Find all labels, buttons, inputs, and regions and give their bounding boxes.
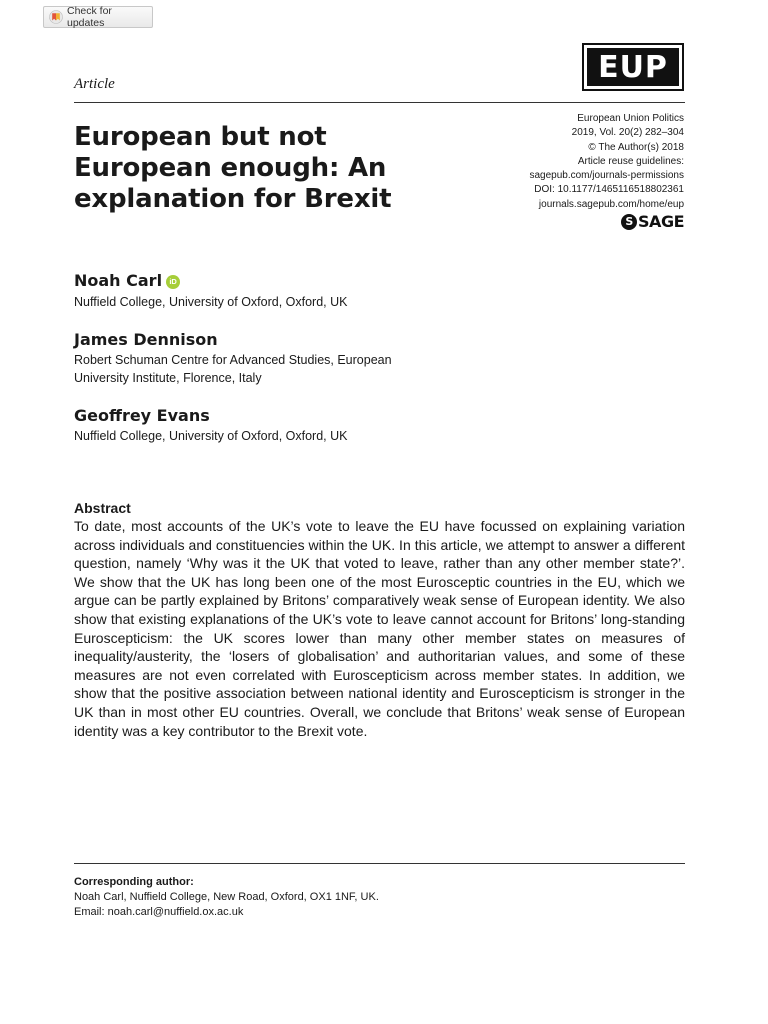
author-name: James Dennison: [74, 330, 218, 349]
author-affiliation: Nuffield College, University of Oxford, Oxford, UK: [74, 295, 348, 309]
correspondence-address: Noah Carl, Nuffield College, New Road, Oxford, OX1 1NF, UK.: [74, 891, 379, 903]
journal-volume: 2019, Vol. 20(2) 282–304: [571, 127, 684, 139]
publisher-name: SAGE: [638, 212, 684, 231]
author-affiliation: Robert Schuman Centre for Advanced Studies, European: [74, 353, 392, 367]
author-block-3: [74, 406, 348, 445]
article-type: Article: [74, 76, 115, 92]
author-name: Geoffrey Evans: [74, 406, 210, 425]
author-block-2: [74, 330, 392, 387]
publisher-logo: [621, 212, 684, 231]
correspondence-block: [74, 875, 379, 920]
orcid-icon[interactable]: iD: [166, 275, 180, 289]
abstract-text: To date, most accounts of the UK’s vote to leave the EU have focussed on explaining variation across individuals and constituencies within the UK. In this article, we attempt to answer a different question, namely ‘Why was it the UK that voted to leave, rather than any other member state?’. We show that the UK has long been one of the most Eurosceptic countries in the EU, which we argue can be partly explained by Britons’ comparatively weak sense of European identity. We also show that existing explanations of the UK’s vote to leave cannot account for Britons’ long-standing Euroscepticism: the UK scores lower than many other member states on measures of inequality/austerity, the ‘losers of globalisation’ and authoritarian values, and some of these measures are not even correlated with Euroscepticism across member states. In addition, we show that the positive association between national identity and Euroscepticism is stronger in the UK than in most other EU countries. Overall, we conclude that Britons’ weak sense of European identity was a key contributor to the Brexit vote.: [74, 518, 685, 739]
journal-name: European Union Politics: [577, 113, 684, 124]
author-affiliation: Nuffield College, University of Oxford, Oxford, UK: [74, 429, 348, 443]
author-block-1: [74, 271, 348, 311]
header-divider: [74, 102, 685, 103]
abstract-heading: Abstract: [74, 500, 131, 516]
doi[interactable]: DOI: 10.1177/1465116518802361: [534, 184, 684, 196]
check-for-updates-button[interactable]: [43, 6, 153, 28]
correspondence-email[interactable]: Email: noah.carl@nuffield.ox.ac.uk: [74, 906, 244, 918]
sage-mark-icon: S: [621, 214, 637, 230]
journal-info: [529, 112, 684, 212]
copyright-line: © The Author(s) 2018: [588, 141, 684, 153]
journal-home-link[interactable]: journals.sagepub.com/home/eup: [538, 198, 684, 210]
journal-logo: [582, 43, 684, 91]
author-name: Noah Carl: [74, 271, 163, 290]
journal-logo-text: EUP: [587, 48, 679, 86]
author-affiliation: University Institute, Florence, Italy: [74, 371, 262, 385]
article-title: European but not European enough: An explanation for Brexit: [74, 122, 392, 214]
footer-divider: [74, 863, 685, 864]
crossmark-icon: [49, 10, 63, 24]
permissions-link[interactable]: sagepub.com/journals-permissions: [529, 170, 684, 182]
correspondence-heading: Corresponding author:: [74, 876, 194, 888]
reuse-guidelines-label: Article reuse guidelines:: [577, 155, 684, 167]
check-for-updates-label: Check for updates: [67, 5, 112, 29]
